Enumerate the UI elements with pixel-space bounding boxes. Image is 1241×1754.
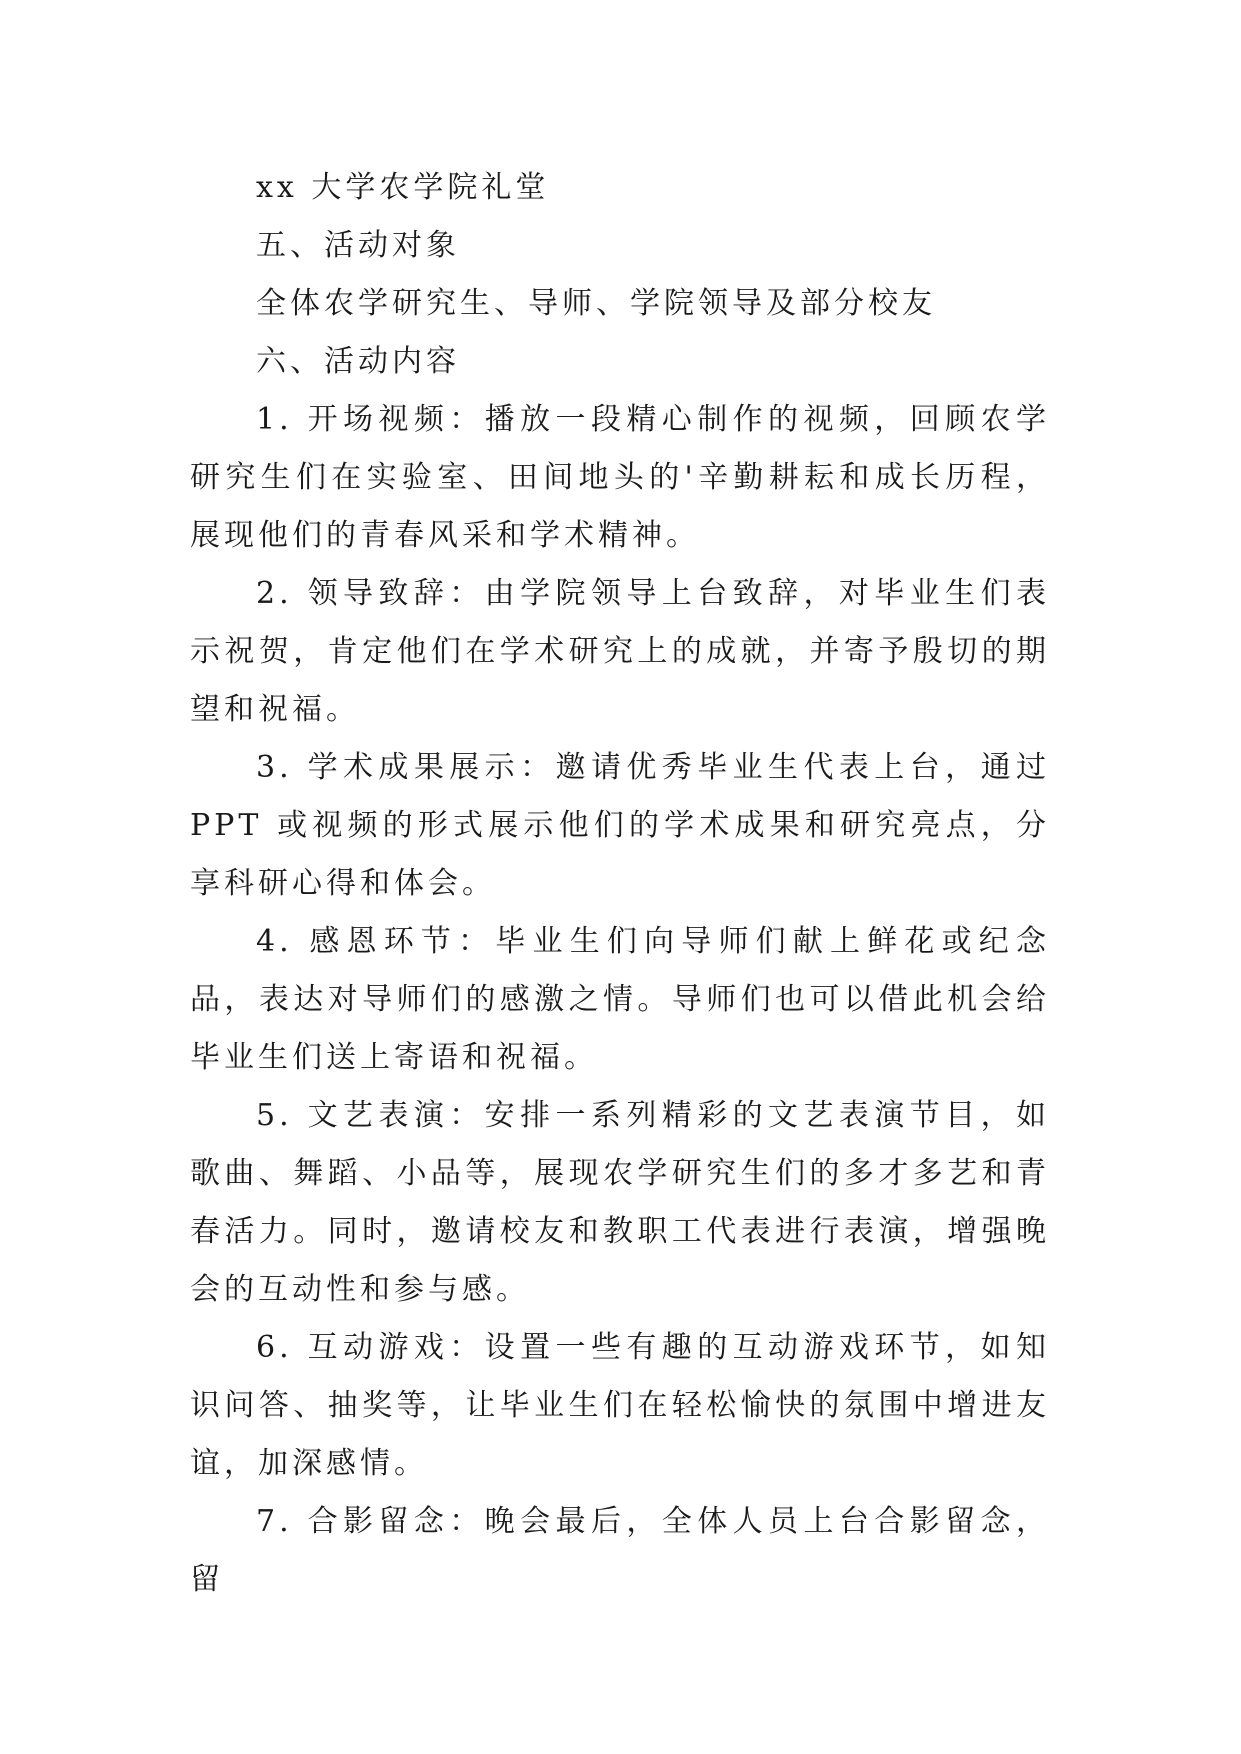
item-gratitude: 4. 感恩环节：毕业生们向导师们献上鲜花或纪念品，表达对导师们的感激之情。导师们也可以借此机会给毕业生们送上寄语和祝福。 [190,924,1050,1075]
item-group-photo: 7. 合影留念：晚会最后，全体人员上台合影留念，留 [190,1504,1050,1597]
section-heading-content: 六、活动内容 [256,344,460,379]
item-leader-speech: 2. 领导致辞：由学院领导上台致辞，对毕业生们表示祝贺，肯定他们在学术研究上的成就，并寄予殷切的期望和祝福。 [190,576,1050,727]
participants-line: 全体农学研究生、导师、学院领导及部分校友 [256,286,936,321]
item-interactive-games: 6. 互动游戏：设置一些有趣的互动游戏环节，如知识问答、抽奖等，让毕业生们在轻松愉快的氛围中增进友谊，加深感情。 [190,1330,1050,1481]
section-heading-participants: 五、活动对象 [256,228,460,263]
item-performances: 5. 文艺表演：安排一系列精彩的文艺表演节目，如歌曲、舞蹈、小品等，展现农学研究生们的多才多艺和青春活力。同时，邀请校友和教职工代表进行表演，增强晚会的互动性和参与感。 [190,1098,1050,1307]
document-body [190,159,1050,1609]
item-academic-showcase: 3. 学术成果展示：邀请优秀毕业生代表上台，通过 PPT 或视频的形式展示他们的学术成果和研究亮点，分享科研心得和体会。 [190,750,1050,901]
item-opening-video: 1. 开场视频：播放一段精心制作的视频，回顾农学研究生们在实验室、田间地头的'辛勤耕耘和成长历程，展现他们的青春风采和学术精神。 [190,402,1050,553]
venue-line: xx 大学农学院礼堂 [256,170,550,205]
